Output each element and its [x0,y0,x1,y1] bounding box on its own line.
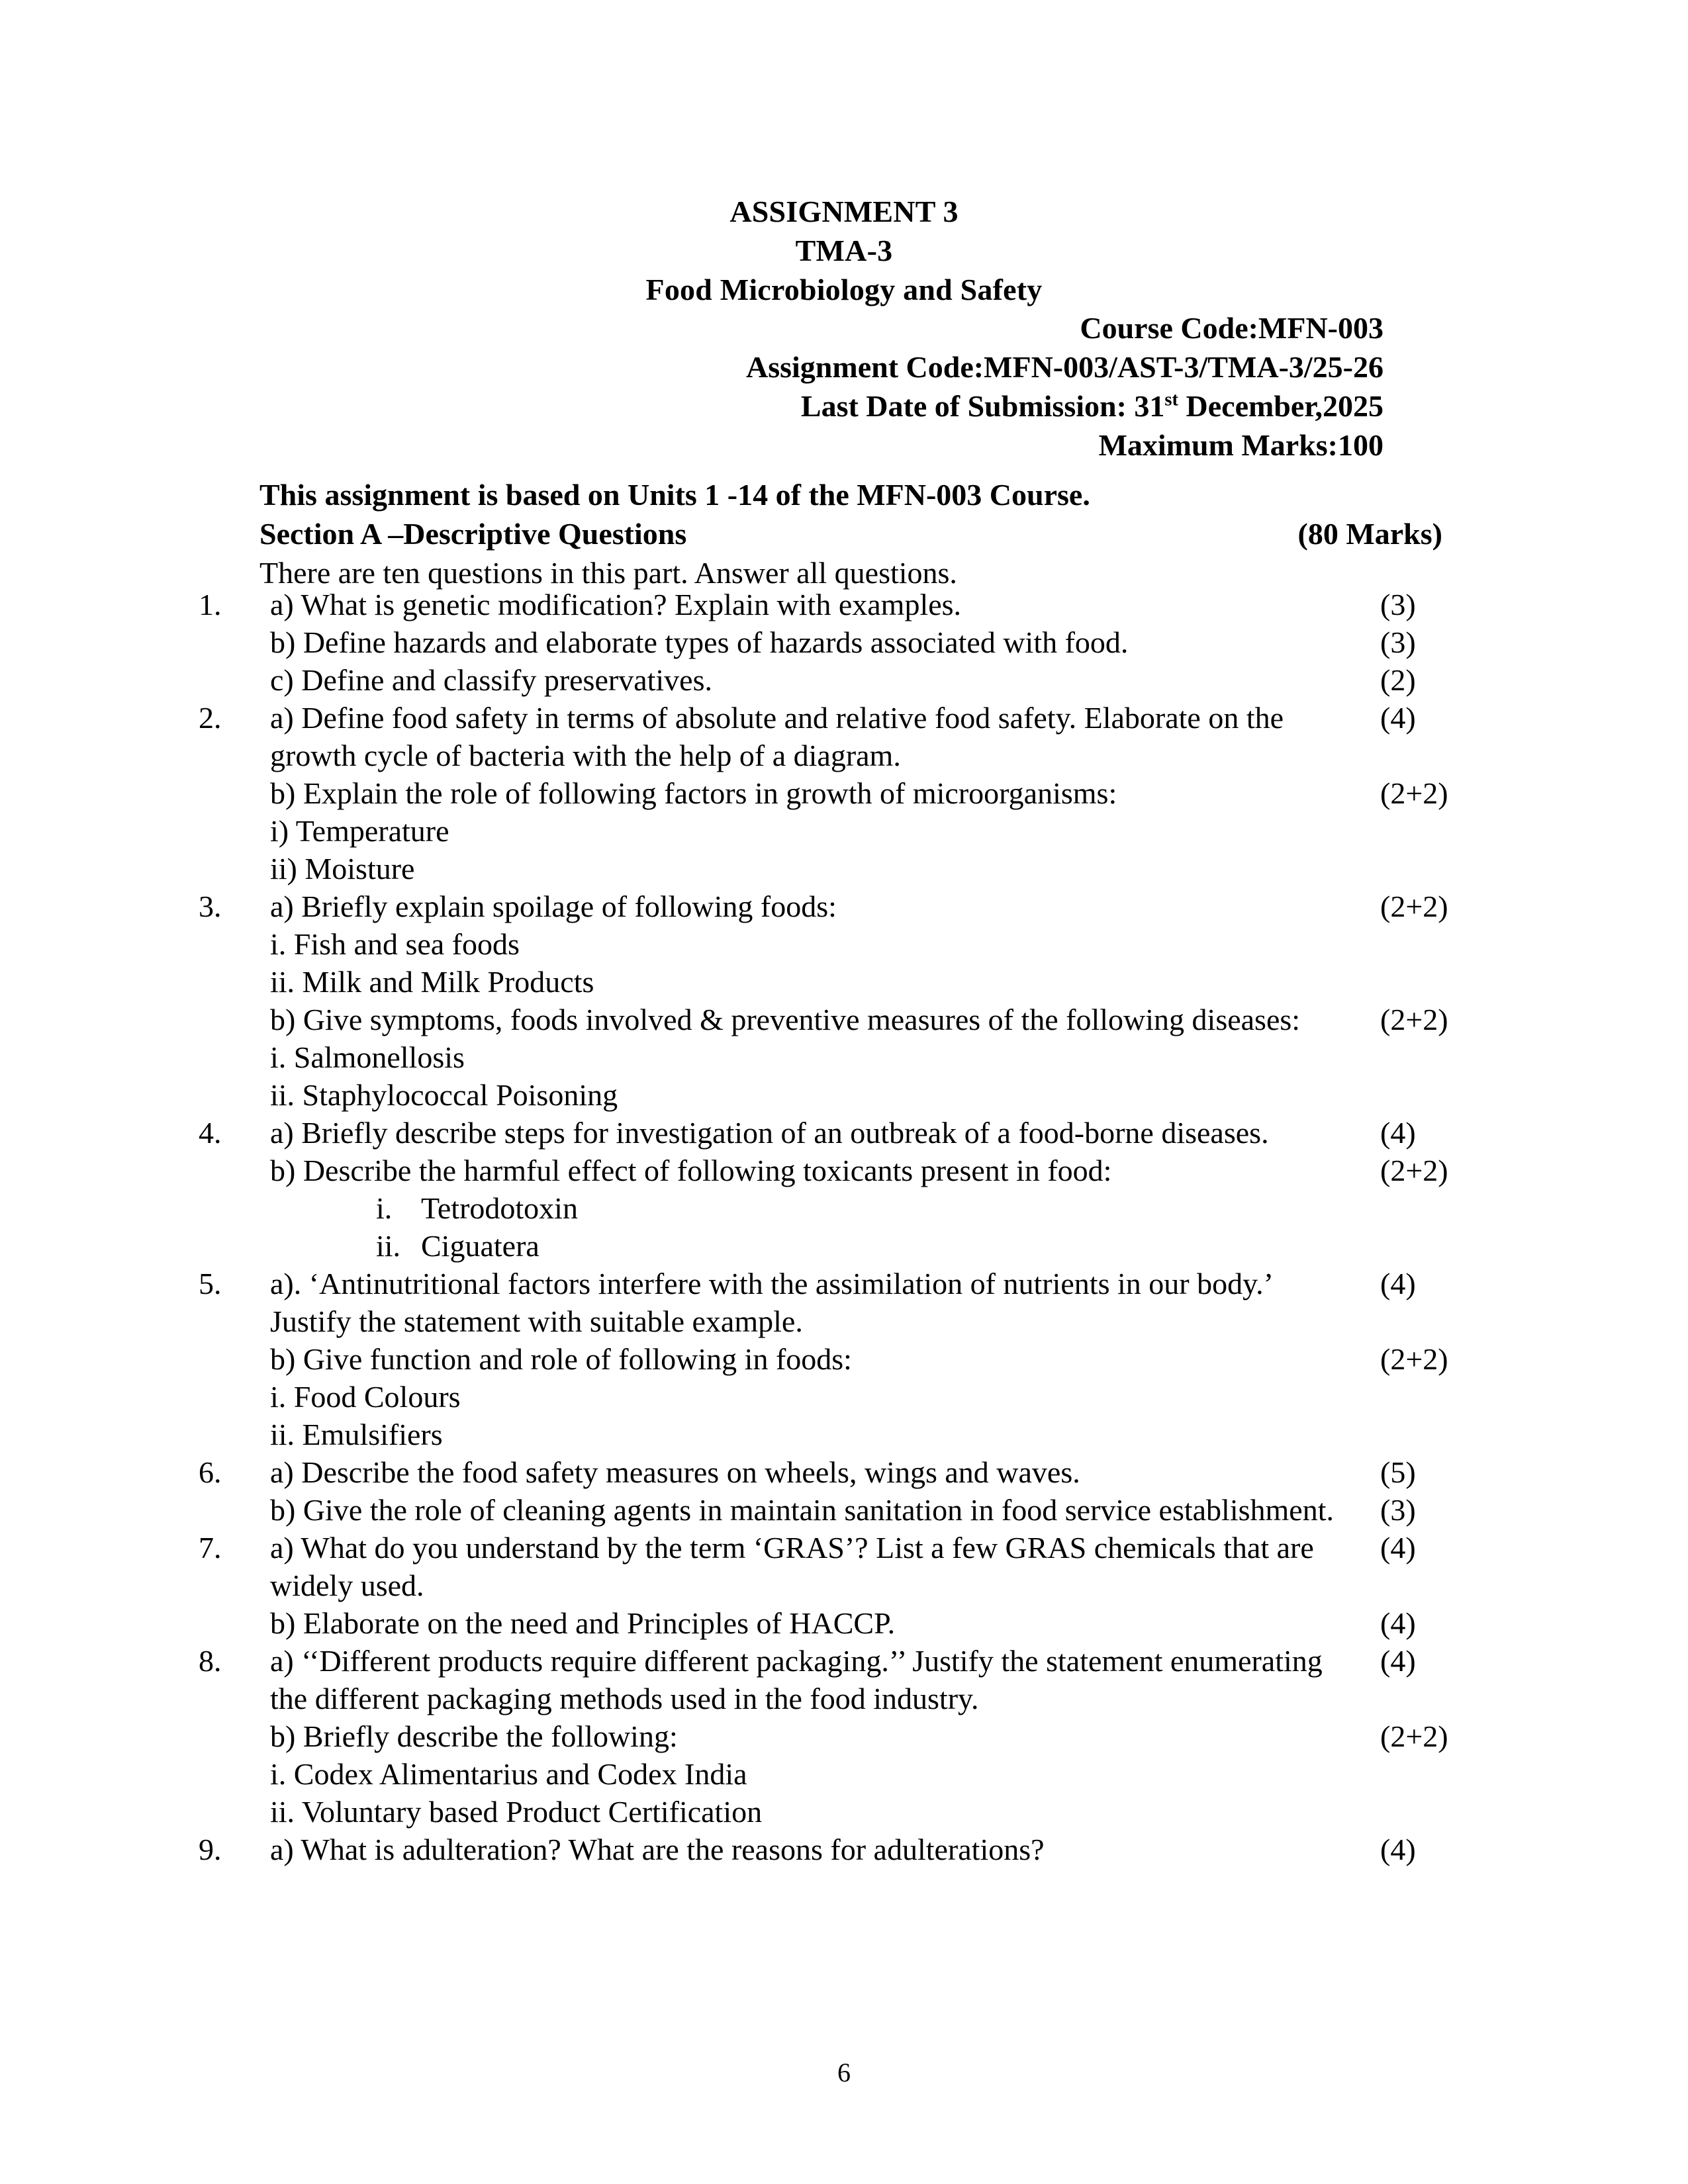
question-row [199,1416,1509,1453]
title-block [0,192,1688,309]
question-text: a) Define food safety in terms of absolute and relative food safety. Elaborate on the growth cycle of bacteria with the help of a diagram. [270,701,1284,772]
question-row [199,1265,1509,1340]
assignment-meta-block [746,308,1383,465]
question-marks: (2+2) [1380,776,1448,810]
question-row [199,1831,1509,1868]
assignment-title-line-3: Food Microbiology and Safety [645,273,1043,306]
course-code: Course Code:MFN-003 [1080,311,1383,345]
question-marks: (4) [1380,1116,1416,1150]
question-row [199,812,1509,850]
question-marks: (5) [1380,1455,1416,1489]
question-number: 4. [199,1116,222,1150]
question-text: a). ‘Antinutritional factors interfere with the assimilation of nutrients in our body.’ Justify the statement with suitable example. [270,1267,1272,1338]
question-text: ii. Milk and Milk Products [270,965,594,999]
question-marks: (2+2) [1380,1003,1448,1036]
question-number: 2. [199,701,222,735]
assignment-title-line-1: ASSIGNMENT 3 [729,195,959,228]
question-row [199,850,1509,887]
question-text: b) Give function and role of following in foods: [270,1342,852,1376]
question-row [199,1001,1509,1038]
question-number: 1. [199,588,222,621]
question-marks: (3) [1380,1493,1416,1527]
question-text: a) What is genetic modification? Explain with examples. [270,588,962,621]
question-row [199,661,1509,699]
question-marks: (2+2) [1380,1719,1448,1753]
question-marks: (2) [1380,663,1416,697]
question-row [199,1529,1509,1604]
question-marks: (4) [1380,701,1416,735]
last-date-ordinal-suffix: st [1164,389,1179,410]
assignment-title-line-2: TMA-3 [795,234,893,267]
last-date-prefix: Last Date of Submission: 31 [800,389,1165,423]
assignment-code: Assignment Code:MFN-003/AST-3/TMA-3/25-26 [746,350,1383,384]
question-row [199,1717,1509,1755]
maximum-marks: Maximum Marks:100 [1098,428,1383,462]
question-text: ii. Emulsifiers [270,1418,443,1451]
question-row [199,1604,1509,1642]
question-text: a) What is adulteration? What are the reasons for adulterations? [270,1833,1045,1866]
question-row [199,1189,1509,1227]
section-a-marks: (80 Marks) [1297,517,1442,551]
section-a-heading-row [259,514,1444,553]
question-row [199,586,1509,623]
question-text: c) Define and classify preservatives. [270,663,712,697]
question-row [199,1755,1509,1793]
question-text: a) ‘‘Different products require different packaging.’’ Justify the statement enumerating the different packaging methods used in the food industry. [270,1644,1323,1715]
question-row [199,925,1509,963]
sub-item-text: Ciguatera [421,1229,539,1263]
question-row [199,1793,1509,1831]
question-text: a) Briefly explain spoilage of following foods: [270,889,837,923]
intro-block [259,475,1444,592]
question-text: b) Give symptoms, foods involved & preventive measures of the following diseases: [270,1003,1301,1036]
question-row [199,1453,1509,1491]
question-text: b) Give the role of cleaning agents in maintain sanitation in food service establishment. [270,1493,1334,1527]
question-text: i) Temperature [270,814,449,848]
question-number: 3. [199,889,222,923]
question-number: 6. [199,1455,222,1489]
question-row [199,1340,1509,1378]
question-row [199,623,1509,661]
question-marks: (4) [1380,1531,1416,1565]
question-text: a) Briefly describe steps for investigation of an outbreak of a food-borne diseases. [270,1116,1269,1150]
question-text: i. Food Colours [270,1380,461,1414]
question-marks: (3) [1380,625,1416,659]
question-text: ii. Staphylococcal Poisoning [270,1078,618,1112]
last-date-suffix: December,2025 [1178,389,1383,423]
question-number: 5. [199,1267,222,1300]
question-text: a) What do you understand by the term ‘GRAS’? List a few GRAS chemicals that are widely used. [270,1531,1314,1602]
question-list [199,586,1509,1868]
question-number: 7. [199,1531,222,1565]
question-row [199,1642,1509,1717]
question-marks: (2+2) [1380,889,1448,923]
question-text: b) Briefly describe the following: [270,1719,678,1753]
sub-item-label: i. [376,1191,393,1225]
section-a-title: Section A –Descriptive Questions [259,517,687,551]
question-row [199,1227,1509,1265]
question-text: i. Codex Alimentarius and Codex India [270,1757,747,1791]
question-row [199,887,1509,925]
question-row [199,1076,1509,1114]
question-marks: (4) [1380,1833,1416,1866]
question-row [199,963,1509,1001]
sub-item-label: ii. [376,1229,401,1263]
question-text: a) Describe the food safety measures on wheels, wings and waves. [270,1455,1080,1489]
question-text: i. Fish and sea foods [270,927,520,961]
question-text: b) Elaborate on the need and Principles of HACCP. [270,1606,896,1640]
question-marks: (3) [1380,588,1416,621]
section-a-instruction: There are ten questions in this part. Answer all questions. [259,556,957,590]
question-text [270,1227,1380,1265]
question-text [270,1189,1380,1227]
sub-item-text: Tetrodotoxin [421,1191,578,1225]
question-row [199,699,1509,774]
question-text: i. Salmonellosis [270,1040,465,1074]
question-text: b) Define hazards and elaborate types of hazards associated with food. [270,625,1129,659]
last-date-of-submission [746,387,1383,426]
page-number: 6 [837,2058,851,2087]
question-marks: (2+2) [1380,1154,1448,1187]
assignment-basis-note: This assignment is based on Units 1 -14 of the MFN-003 Course. [259,478,1090,512]
question-text: b) Explain the role of following factors in growth of microorganisms: [270,776,1117,810]
question-text: ii) Moisture [270,852,415,886]
question-marks: (2+2) [1380,1342,1448,1376]
question-number: 8. [199,1644,222,1678]
question-marks: (4) [1380,1606,1416,1640]
question-text: b) Describe the harmful effect of following toxicants present in food: [270,1154,1112,1187]
question-number: 9. [199,1833,222,1866]
question-text: ii. Voluntary based Product Certification [270,1795,763,1829]
question-row [199,1114,1509,1152]
question-row [199,1491,1509,1529]
question-marks: (4) [1380,1267,1416,1300]
question-row [199,774,1509,812]
question-row [199,1038,1509,1076]
question-row [199,1152,1509,1189]
question-marks: (4) [1380,1644,1416,1678]
question-row [199,1378,1509,1416]
